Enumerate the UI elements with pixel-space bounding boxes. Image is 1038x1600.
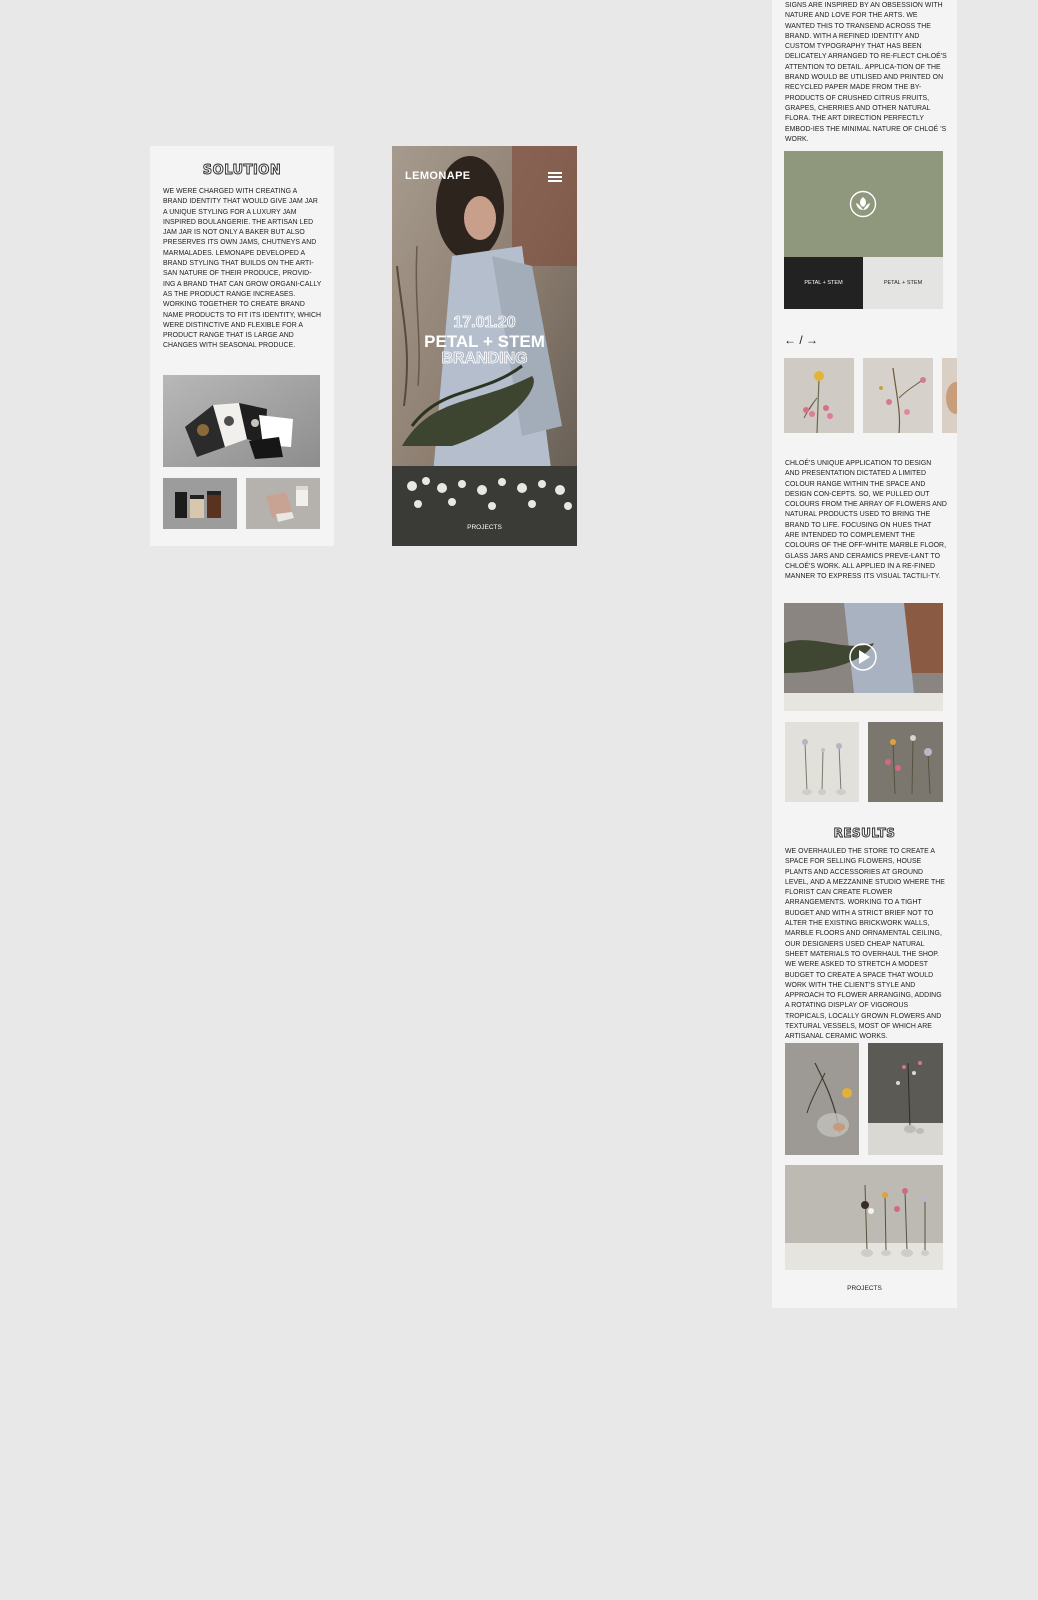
arrow-left-icon[interactable]: ← — [784, 333, 796, 347]
solution-screen — [150, 146, 334, 546]
hero-subtitle: BRANDING — [441, 350, 528, 367]
petal-stem-logo-icon — [849, 190, 877, 218]
solution-text: WE WERE CHARGED WITH CREATING A BRAND IDENTITY THAT WOULD GIVE JAM JAR A UNIQUE STYLING FOR A LUXURY JAM INSPIRED BOULANGERIE. THE ARTISAN LED JAM JAR IS NOT ONLY A BAKER BUT ALSO PRESERVES ITS OWN JAMS, CHUTNEYS AND MARMALADES. LEMONAPE DEVELOPED A BRAND STYLING THAT BUILDS ON THE ARTI-SAN NATURE OF THEIR PRODUCE, PROVID-ING A BRAND THAT CAN GROW ORGANI-CALLY AS THE PRODUCT RANGE INCREASES. WORKING TOGETHER TO CREATE BRAND NAME PRODUCTS TO FIT ITS IDENTITY, WHICH WERE DISTINCTIVE AND FLEXIBLE FOR A PRODUCT RANGE THAT IS LARGE AND CHANGES WITH SEASONAL PRODUCE. — [163, 188, 322, 350]
results-heading: RESULTS — [833, 826, 896, 840]
vases-image-2 — [868, 722, 943, 802]
carousel-nav — [784, 333, 818, 347]
solution-heading: SOLUTION — [202, 163, 282, 178]
palette-light-swatch: PETAL + STEM — [863, 257, 943, 309]
hero-date: 17.01.20 — [453, 314, 516, 331]
carousel-image-1[interactable] — [784, 358, 854, 433]
detail-screen — [772, 0, 957, 1308]
video-thumbnail[interactable] — [784, 603, 943, 711]
brochure-image — [163, 375, 320, 467]
colour-text: CHLOÉ'S UNIQUE APPLICATION TO DESIGN AND PRESENTATION DICTATED A LIMITED COLOUR RANGE WITHIN THE SPACE AND DESIGN CON-CEPTS. SO, WE PULLED OUT COLOURS FROM THE ARRAY OF FLOWERS AND NATURAL PRODUCTS USED TO BRING THE BRAND TO LIFE. FOCUSING ON HUES THAT ARE INTENDED TO COMPLEMENT THE COLOURS OF THE OFF-WHITE MARBLE FLOOR, GLASS JARS AND CERAMICS PREVE-LANT TO CHLOÉ'S WORK. ALL APPLIED IN A RE-FINED MANNER TO EXPRESS ITS VISUAL TACTILI-TY. — [785, 460, 947, 581]
projects-link[interactable]: PROJECTS — [467, 524, 502, 531]
cups-image — [246, 478, 320, 529]
flowers-image-1 — [785, 1043, 859, 1155]
intro-text: SIGNS ARE INSPIRED BY AN OBSESSION WITH NATURE AND LOVE FOR THE ARTS. WE WANTED THIS TO TRANSEND ACROSS THE BRAND. WITH A REFINED IDENTITY AND CUSTOM TYPOGRAPHY THAT HAS BEEN DELICATELY ARRANGED TO RE-FLECT CHLOÉ'S ATTENTION TO DETAIL. APPLICA-TION OF THE BRAND WOULD BE UTILISED AND PRINTED ON RECYCLED PAPER MADE FROM THE BY-PRODUCTS OF CRUSHED CITRUS FRUITS, GRAPES, CHERRIES AND OTHER NATURAL FLORA. THE ART DIRECTION PERFECTLY EMBOD-IES THE MINIMAL NATURE OF CHLOÉ 'S WORK. — [785, 2, 947, 143]
carousel-image-3[interactable] — [942, 358, 957, 433]
nav-separator: / — [799, 333, 803, 347]
palette-sage-swatch — [784, 151, 943, 257]
flowers-image-2 — [868, 1043, 943, 1155]
brand-logo[interactable]: LEMONAPE — [405, 170, 471, 182]
vases-image-1 — [785, 722, 859, 802]
carousel-image-2[interactable] — [863, 358, 933, 433]
hero-screen — [392, 146, 577, 546]
palette-dark-swatch: PETAL + STEM — [784, 257, 863, 309]
arrow-right-icon[interactable]: → — [806, 333, 819, 347]
flowers-image-wide — [785, 1165, 943, 1270]
hero-title: PETAL + STEM — [424, 332, 545, 351]
jars-image — [163, 478, 237, 529]
hamburger-menu-icon[interactable] — [548, 172, 562, 182]
results-text: WE OVERHAULED THE STORE TO CREATE A SPACE FOR SELLING FLOWERS, HOUSE PLANTS AND ACCESSORIES AT GROUND LEVEL, AND A MEZZANINE STUDIO WHERE THE FLORIST CAN CREATE FLOWER ARRANGEMENTS. WORKING TO A TIGHT BUDGET AND WITH A STRICT BRIEF NOT TO ALTER THE EXISTING BRICKWORK WALLS, MARBLE FLOORS AND ORNAMENTAL CEILING, OUR DESIGNERS USED CHEAP NATURAL SHEET MATERIALS TO OVERHAUL THE SHOP. WE WERE ASKED TO STRETCH A MODEST BUDGET TO CREATE A SPACE THAT WOULD WORK WITH THE CLIENT'S STYLE AND APPROACH TO FLOWER ARRANGING, ADDING A ROTATING DISPLAY OF VIGOROUS TROPICALS, LOCALLY GROWN FLOWERS AND TEXTURAL VESSELS, MOST OF WHICH ARE ARTISANAL CERAMIC WORKS. — [785, 848, 945, 1041]
projects-link-footer[interactable]: PROJECTS — [847, 1285, 882, 1292]
